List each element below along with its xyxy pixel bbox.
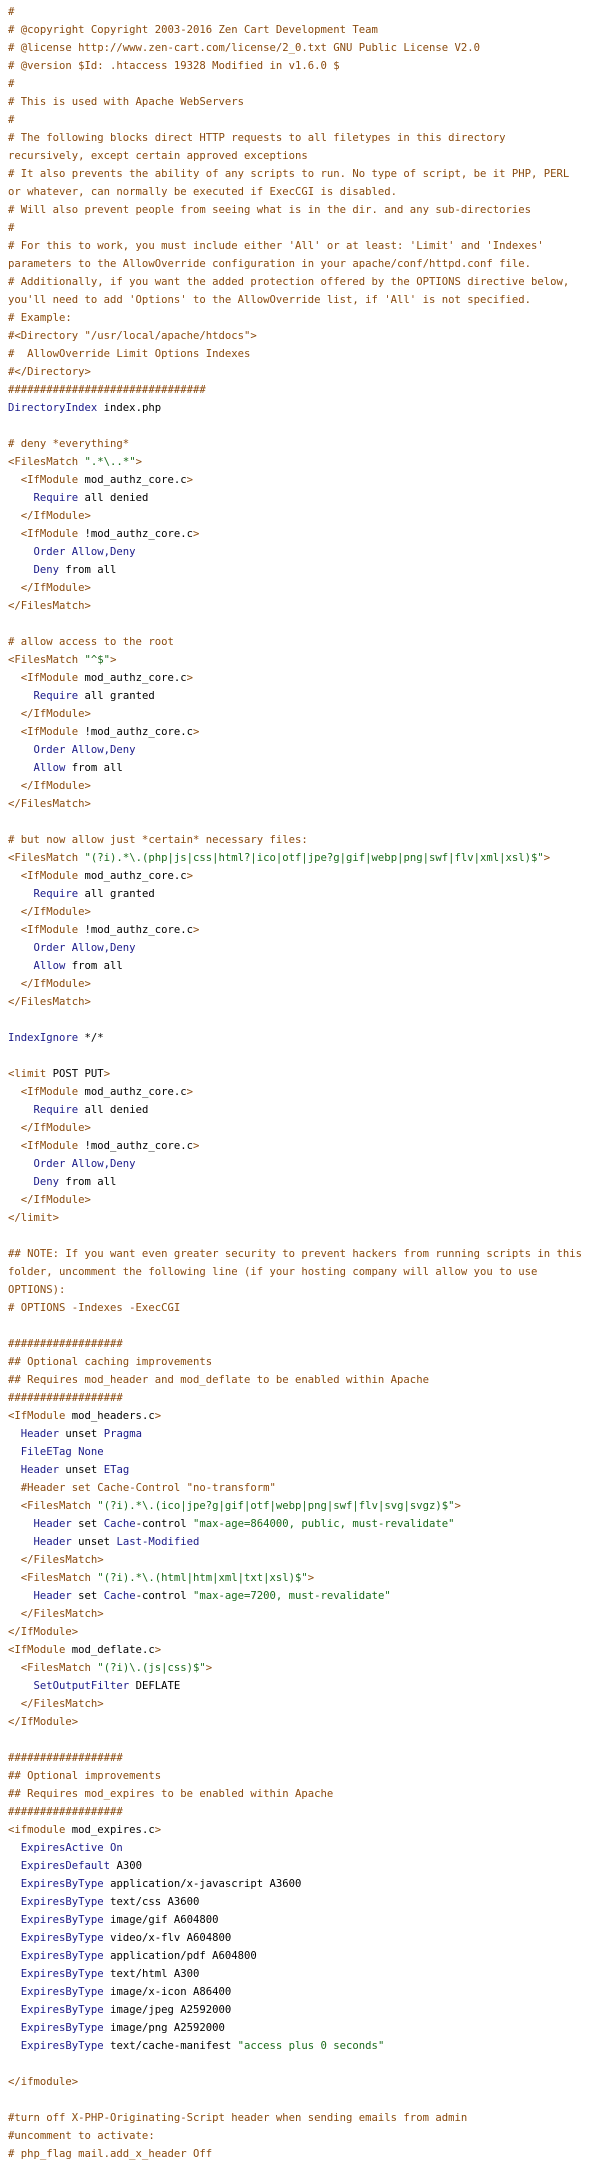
code-token-comment: # [8, 6, 15, 18]
code-token-tag: > [186, 474, 193, 486]
code-token-tagname: !mod_authz_core.c [84, 1140, 193, 1152]
code-line [8, 1353, 585, 1371]
code-line [8, 1371, 585, 1389]
code-token-plain: from all [59, 564, 117, 576]
code-line [8, 543, 585, 561]
code-token-str: "(?i).*\.(html|htm|xml|txt|xsl)$" [97, 1572, 308, 1584]
code-line [8, 2037, 585, 2055]
code-token-tagname: POST PUT [52, 1068, 104, 1080]
code-token-comment: ## Optional improvements [8, 1770, 162, 1782]
code-token-tag: <IfModule [8, 1410, 72, 1422]
code-token-plain: index.php [97, 402, 162, 414]
code-token-dir: SetOutputFilter [8, 1680, 130, 1692]
code-line [8, 651, 585, 669]
code-token-comment: ################## [8, 1392, 123, 1404]
code-token-comment: # [8, 222, 15, 234]
code-token-dir: Cache [103, 1518, 136, 1530]
code-line [8, 1029, 585, 1047]
code-token-comment: #turn off X-PHP-Originating-Script header when sending emails from admin [8, 2112, 468, 2124]
code-token-tag: </limit> [8, 1212, 60, 1224]
code-line [8, 1605, 585, 1623]
code-line [8, 759, 585, 777]
code-token-tag: <FilesMatch [8, 654, 85, 666]
code-line [8, 741, 585, 759]
code-token-plain: from all [65, 960, 123, 972]
code-line [8, 2145, 585, 2163]
code-token-plain: image/gif A604800 [103, 1914, 219, 1926]
code-token-str: ".*\..*" [84, 456, 136, 468]
code-token-comment: ## Optional caching improvements [8, 1356, 213, 1368]
code-token-tagname: mod_authz_core.c [84, 870, 187, 882]
code-token-tag: <IfModule [8, 672, 85, 684]
code-line [8, 1461, 585, 1479]
code-line [8, 381, 585, 399]
code-token-dir: ExpiresByType [8, 2040, 104, 2052]
code-line [8, 1713, 585, 1731]
code-token-tag: </IfModule> [8, 582, 91, 594]
blank-line [8, 417, 585, 435]
code-token-comment: # Will also prevent people from seeing what is in the dir. and any sub-directories [8, 204, 531, 216]
code-line [8, 1101, 585, 1119]
code-token-comment: # Example: [8, 312, 72, 324]
code-token-plain: text/cache-manifest [103, 2040, 238, 2052]
code-token-dir: ExpiresByType [8, 1932, 104, 1944]
code-line [8, 39, 585, 57]
code-token-dir: ETag [103, 1464, 130, 1476]
code-line [8, 1803, 585, 1821]
code-token-comment: ## Requires mod_header and mod_deflate to be enabled within Apache [8, 1374, 429, 1386]
code-token-comment: ############################### [8, 384, 206, 396]
code-token-tag: </IfModule> [8, 510, 91, 522]
code-line [8, 1983, 585, 2001]
code-token-plain: from all [65, 762, 123, 774]
code-line [8, 1551, 585, 1569]
code-line [8, 1929, 585, 1947]
code-line [8, 1389, 585, 1407]
code-line [8, 1659, 585, 1677]
code-line [8, 831, 585, 849]
code-line [8, 273, 585, 309]
code-token-tag: > [307, 1572, 315, 1584]
code-line [8, 1533, 585, 1551]
code-token-tagname: mod_expires.c [71, 1824, 155, 1836]
code-line [8, 1209, 585, 1227]
code-token-comment: # For this to work, you must include either 'All' or at least: 'Limit' and 'Indexes' parameters to the AllowOverride configuration in your apache/conf/httpd.conf file. [8, 240, 551, 270]
code-line [8, 885, 585, 903]
code-token-tagname: mod_authz_core.c [84, 474, 187, 486]
code-token-dir: Order Allow,Deny [8, 744, 136, 756]
code-token-tagname: !mod_authz_core.c [84, 726, 193, 738]
code-token-tag: > [154, 1824, 162, 1836]
code-token-tag: </IfModule> [8, 708, 91, 720]
code-token-dir: ExpiresByType [8, 2022, 104, 2034]
code-token-dir: Header [8, 1428, 60, 1440]
blank-line [8, 813, 585, 831]
code-line [8, 2073, 585, 2091]
code-token-tag: <FilesMatch [8, 1500, 98, 1512]
code-token-comment: # @license http://www.zen-cart.com/license/2_0.txt GNU Public License V2.0 [8, 42, 480, 54]
code-token-tag: </IfModule> [8, 1716, 79, 1728]
code-line [8, 1911, 585, 1929]
code-token-tag: > [135, 456, 142, 468]
code-line [8, 1155, 585, 1173]
code-token-tag: > [103, 1068, 111, 1080]
code-line [8, 633, 585, 651]
code-token-tag: </FilesMatch> [8, 600, 91, 612]
code-line [8, 1335, 585, 1353]
code-token-dir: Order Allow,Deny [8, 1158, 136, 1170]
code-token-comment: ################## [8, 1752, 123, 1764]
code-token-tagname: !mod_authz_core.c [84, 528, 193, 540]
code-token-dir: ExpiresByType [8, 2004, 104, 2016]
code-line [8, 579, 585, 597]
code-token-plain: from all [59, 1176, 117, 1188]
code-line [8, 1947, 585, 1965]
code-line [8, 507, 585, 525]
blank-line [8, 1317, 585, 1335]
code-line [8, 1497, 585, 1515]
code-token-tagname: mod_authz_core.c [84, 672, 187, 684]
code-token-tag: </IfModule> [8, 1194, 91, 1206]
code-line [8, 1119, 585, 1137]
code-token-comment: #</Directory> [8, 366, 91, 378]
code-token-tag: <ifmodule [8, 1824, 72, 1836]
code-token-dir: ExpiresByType [8, 1986, 104, 1998]
code-line [8, 525, 585, 543]
code-line [8, 399, 585, 417]
code-token-comment: ################## [8, 1338, 123, 1350]
code-token-dir: ExpiresByType [8, 1878, 104, 1890]
code-line [8, 93, 585, 111]
code-token-comment: # AllowOverride Limit Options Indexes [8, 348, 251, 360]
code-line [8, 687, 585, 705]
code-token-tag: </IfModule> [8, 1626, 79, 1638]
code-token-tag: > [543, 852, 551, 864]
code-token-comment: # allow access to the root [8, 636, 174, 648]
code-token-plain: unset [59, 1428, 104, 1440]
code-token-dir: ExpiresDefault [8, 1860, 111, 1872]
code-token-plain: image/x-icon A86400 [103, 1986, 232, 1998]
code-token-tag: > [154, 1644, 162, 1656]
code-token-tagname: mod_headers.c [71, 1410, 155, 1422]
code-token-str: "(?i)\.(js|css)$" [97, 1662, 206, 1674]
code-line [8, 795, 585, 813]
code-token-comment: # OPTIONS -Indexes -ExecCGI [8, 1302, 181, 1314]
code-token-tag: > [454, 1500, 461, 1512]
code-line [8, 1893, 585, 1911]
code-token-plain: all denied [78, 492, 149, 504]
code-token-dir: FileETag None [8, 1446, 104, 1458]
code-token-plain: unset [71, 1536, 117, 1548]
code-line [8, 327, 585, 345]
code-token-tag: > [186, 1086, 193, 1098]
code-line [8, 1965, 585, 1983]
code-line [8, 2127, 585, 2145]
code-token-tag: </IfModule> [8, 780, 91, 792]
code-line [8, 453, 585, 471]
code-line [8, 309, 585, 327]
code-token-tag: > [192, 528, 200, 540]
code-line [8, 993, 585, 1011]
blank-line [8, 1047, 585, 1065]
code-token-tag: </IfModule> [8, 978, 91, 990]
code-line [8, 1677, 585, 1695]
code-token-dir: Require [8, 690, 79, 702]
code-line [8, 345, 585, 363]
code-token-dir: Require [8, 888, 79, 900]
code-line [8, 111, 585, 129]
code-line [8, 1299, 585, 1317]
code-token-plain: */* [78, 1032, 104, 1044]
code-line [8, 1065, 585, 1083]
code-token-comment: # @version $Id: .htaccess 19328 Modified in v1.6.0 $ [8, 60, 340, 72]
code-token-comment: # It also prevents the ability of any scripts to run. No type of script, be it PHP, PERL or whatever, can normally be executed if ExecCGI is disabled. [8, 168, 576, 198]
code-token-plain: image/jpeg A2592000 [103, 2004, 232, 2016]
code-token-tag: > [154, 1410, 162, 1422]
code-line [8, 2001, 585, 2019]
code-token-tag: <limit [8, 1068, 53, 1080]
code-line [8, 21, 585, 39]
code-token-dir: Pragma [103, 1428, 142, 1440]
code-line [8, 489, 585, 507]
code-token-plain: image/png A2592000 [103, 2022, 225, 2034]
code-token-dir: Header [8, 1464, 60, 1476]
code-token-dir: IndexIgnore [8, 1032, 79, 1044]
code-token-tag: > [192, 1140, 200, 1152]
code-line [8, 939, 585, 957]
code-line [8, 957, 585, 975]
code-token-dir: Deny [8, 1176, 60, 1188]
code-line [8, 1857, 585, 1875]
code-token-dir: Allow [8, 762, 66, 774]
blank-line [8, 1731, 585, 1749]
code-token-tag: <FilesMatch [8, 456, 85, 468]
code-token-dir: Header [8, 1590, 72, 1602]
code-line [8, 1623, 585, 1641]
code-token-tagname: !mod_authz_core.c [84, 924, 193, 936]
code-line [8, 1173, 585, 1191]
code-token-comment: #<Directory "/usr/local/apache/htdocs"> [8, 330, 257, 342]
code-token-tag: <FilesMatch [8, 1662, 98, 1674]
code-line [8, 1587, 585, 1605]
code-line [8, 165, 585, 201]
code-token-plain: set [71, 1518, 104, 1530]
code-token-tag: > [110, 654, 117, 666]
code-line [8, 867, 585, 885]
code-token-comment: ################## [8, 1806, 123, 1818]
code-line [8, 1641, 585, 1659]
blank-line [8, 1011, 585, 1029]
code-token-dir: Header [8, 1536, 72, 1548]
code-token-str: "(?i).*\.(php|js|css|html?|ico|otf|jpe?g|gif|webp|png|swf|flv|xml|xsl)$" [84, 852, 544, 864]
code-line [8, 75, 585, 93]
code-line [8, 849, 585, 867]
code-token-tag: > [186, 870, 193, 882]
blank-line [8, 1227, 585, 1245]
code-token-tag: <IfModule [8, 924, 85, 936]
code-token-comment: ## Requires mod_expires to be enabled within Apache [8, 1788, 334, 1800]
code-token-plain: text/html A300 [103, 1968, 200, 1980]
code-line [8, 2019, 585, 2037]
code-line [8, 237, 585, 273]
code-line [8, 1839, 585, 1857]
code-token-str: "max-age=864000, public, must-revalidate" [192, 1518, 455, 1530]
code-line [8, 1443, 585, 1461]
code-token-tag: > [205, 1662, 213, 1674]
code-token-tag: > [192, 726, 200, 738]
code-token-tag: > [192, 924, 200, 936]
code-token-plain: all granted [78, 690, 155, 702]
code-token-tagname: mod_authz_core.c [84, 1086, 187, 1098]
code-token-dir: ExpiresByType [8, 1950, 104, 1962]
code-line [8, 129, 585, 165]
code-token-plain: set [71, 1590, 104, 1602]
code-token-dir: Require [8, 1104, 79, 1116]
code-line [8, 1515, 585, 1533]
code-token-plain: all denied [78, 1104, 149, 1116]
code-line [8, 597, 585, 615]
code-line [8, 57, 585, 75]
code-line [8, 1749, 585, 1767]
code-line [8, 1695, 585, 1713]
code-line [8, 669, 585, 687]
code-token-tag: </FilesMatch> [8, 798, 91, 810]
code-token-tag: <IfModule [8, 528, 85, 540]
code-line [8, 471, 585, 489]
blank-line [8, 2055, 585, 2073]
code-line [8, 1425, 585, 1443]
code-token-str: "access plus 0 seconds" [237, 2040, 385, 2052]
code-line [8, 1767, 585, 1785]
code-token-tag: </IfModule> [8, 906, 91, 918]
code-line [8, 1875, 585, 1893]
code-line [8, 561, 585, 579]
code-line [8, 1569, 585, 1587]
code-line [8, 1821, 585, 1839]
code-token-dir: Header [8, 1518, 72, 1530]
code-token-dir: ExpiresByType [8, 1968, 104, 1980]
code-line [8, 1479, 585, 1497]
code-token-dir: DirectoryIndex [8, 402, 98, 414]
code-token-comment: # but now allow just *certain* necessary files: [8, 834, 308, 846]
code-token-tag: <IfModule [8, 1644, 72, 1656]
code-token-dir: Order Allow,Deny [8, 942, 136, 954]
code-token-tag: <FilesMatch [8, 852, 85, 864]
code-token-plain: video/x-flv A604800 [103, 1932, 232, 1944]
code-token-plain: A300 [110, 1860, 142, 1872]
code-token-tag: </FilesMatch> [8, 996, 91, 1008]
code-token-dir: Cache [103, 1590, 136, 1602]
code-token-tag: > [186, 672, 193, 684]
code-token-dir: ExpiresByType [8, 1896, 104, 1908]
code-line [8, 723, 585, 741]
blank-line [8, 2091, 585, 2109]
code-token-comment: # The following blocks direct HTTP requests to all filetypes in this directory recursively, except certain approved exceptions [8, 132, 512, 162]
code-token-tag: <IfModule [8, 1140, 85, 1152]
code-line [8, 3, 585, 21]
code-line [8, 1191, 585, 1209]
code-token-tag: <IfModule [8, 870, 85, 882]
code-token-comment: # @copyright Copyright 2003-2016 Zen Cart Development Team [8, 24, 378, 36]
code-token-tag: <IfModule [8, 1086, 85, 1098]
code-line [8, 903, 585, 921]
code-line [8, 777, 585, 795]
code-token-tag: </IfModule> [8, 1122, 91, 1134]
code-line [8, 435, 585, 453]
code-token-tag: </FilesMatch> [8, 1608, 104, 1620]
code-token-comment: # deny *everything* [8, 438, 130, 450]
code-token-tag: </FilesMatch> [8, 1554, 104, 1566]
code-token-tag: </ifmodule> [8, 2076, 79, 2088]
code-token-plain: -control [135, 1590, 193, 1602]
code-line [8, 1785, 585, 1803]
code-line [8, 705, 585, 723]
code-line [8, 219, 585, 237]
code-line [8, 363, 585, 381]
code-line [8, 921, 585, 939]
code-token-plain: application/x-javascript A3600 [103, 1878, 302, 1890]
code-token-tag: <FilesMatch [8, 1572, 98, 1584]
code-line [8, 1407, 585, 1425]
code-token-dir: ExpiresByType [8, 1914, 104, 1926]
code-token-str: "max-age=7200, must-revalidate" [192, 1590, 391, 1602]
code-token-plain: all granted [78, 888, 155, 900]
code-token-comment: #uncomment to activate: [8, 2130, 155, 2142]
code-token-comment: # [8, 114, 15, 126]
code-token-str: "(?i).*\.(ico|jpe?g|gif|otf|webp|png|swf|flv|svg|svgz)$" [97, 1500, 455, 1512]
code-token-dir: Allow [8, 960, 66, 972]
code-token-tagname: mod_deflate.c [71, 1644, 155, 1656]
code-token-dir: Require [8, 492, 79, 504]
code-line [8, 1245, 589, 1299]
blank-line [8, 615, 585, 633]
code-token-dir: Order Allow,Deny [8, 546, 136, 558]
code-token-comment: #Header set Cache-Control "no-transform" [8, 1482, 276, 1494]
code-token-dir: ExpiresActive On [8, 1842, 123, 1854]
code-token-tag: <IfModule [8, 726, 85, 738]
code-token-tag: </FilesMatch> [8, 1698, 104, 1710]
code-line [8, 201, 585, 219]
code-line [8, 1083, 585, 1101]
code-token-comment: # php_flag mail.add_x_header Off [8, 2148, 213, 2160]
code-line [8, 2109, 585, 2127]
code-token-comment: # This is used with Apache WebServers [8, 96, 244, 108]
code-token-dir: Deny [8, 564, 60, 576]
code-token-plain: application/pdf A604800 [103, 1950, 257, 1962]
code-token-tag: <IfModule [8, 474, 85, 486]
code-token-plain: DEFLATE [129, 1680, 181, 1692]
code-line [8, 975, 585, 993]
code-token-str: "^$" [84, 654, 111, 666]
code-line [8, 1137, 585, 1155]
code-token-comment: # [8, 78, 15, 90]
code-token-plain: unset [59, 1464, 104, 1476]
code-token-dir: Last-Modified [116, 1536, 200, 1548]
code-token-comment: # Additionally, if you want the added protection offered by the OPTIONS directive below, you'll need to add 'Options' to the AllowOverride list, if 'All' is not specified. [8, 276, 576, 306]
code-token-comment: ## NOTE: If you want even greater security to prevent hackers from running scripts in this folder, uncomment the following line (if your hosting company will allow you to use OPTIONS): [8, 1248, 589, 1296]
code-token-plain: text/css A3600 [103, 1896, 200, 1908]
code-token-plain: -control [135, 1518, 193, 1530]
